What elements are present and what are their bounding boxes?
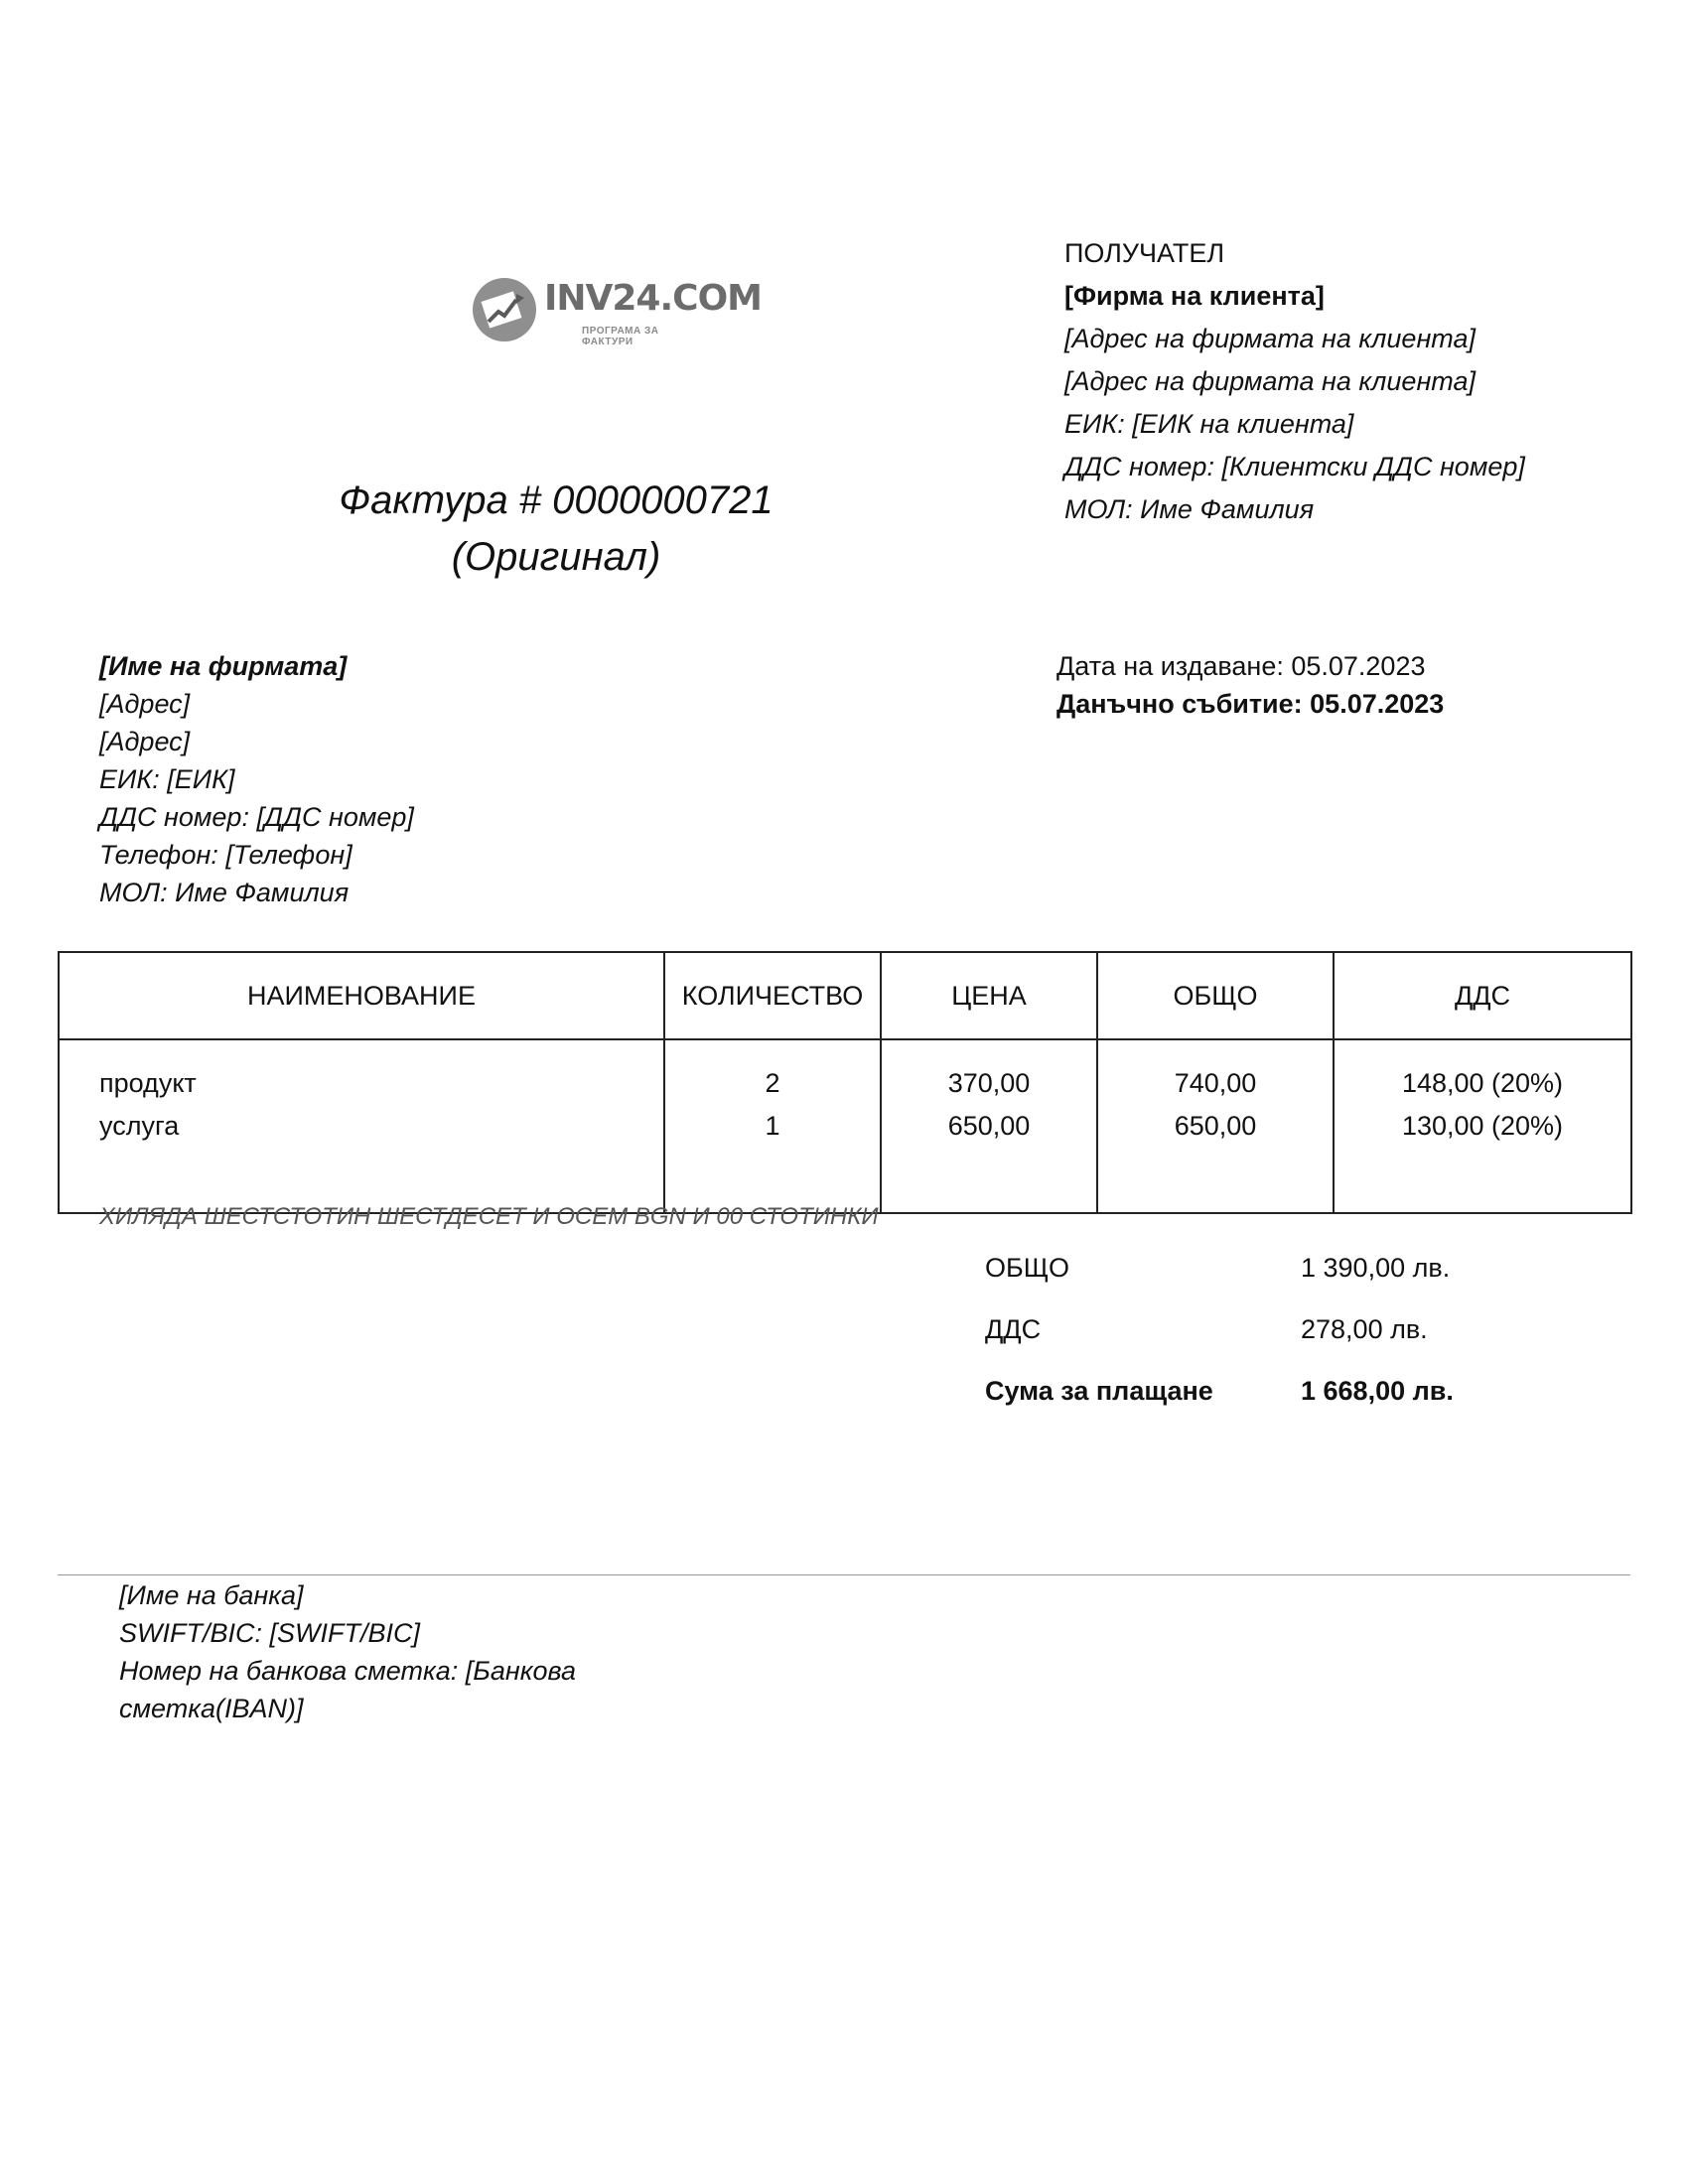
items-name-cell [59,1039,664,1213]
subtotal-label: ОБЩО [985,1253,1070,1283]
logo-brand: INV24.COM [544,278,763,319]
bank-swift: SWIFT/BIC: [SWIFT/BIC] [119,1618,420,1648]
header-name: НАИМЕНОВАНИЕ [59,952,664,1039]
invoice-number: Фактура # 0000000721 [339,478,774,522]
recipient-vat: ДДС номер: [Клиентски ДДС номер] [1064,452,1525,481]
item-total: 740,00 [1174,1068,1257,1098]
table-header-row [59,952,1631,1039]
issuer-block [99,647,414,911]
item-vat: 130,00 (20%) [1401,1111,1564,1141]
item-vat: 148,00 (20%) [1401,1068,1564,1098]
item-qty: 1 [765,1111,780,1141]
header-total: ОБЩО [1097,952,1334,1039]
item-total: 650,00 [1174,1111,1257,1141]
issuer-eik: ЕИК: [ЕИК] [99,764,235,794]
issuer-phone: Телефон: [Телефон] [99,840,352,870]
issuer-company: [Име на фирмата] [99,651,348,681]
item-name: продукт [99,1068,197,1098]
issuer-vat: ДДС номер: [ДДС номер] [99,802,414,832]
amount-in-words: ХИЛЯДА ШЕСТСТОТИН ШЕСТДЕСЕТ И ОСЕМ BGN И 00 СТОТИНКИ [99,1203,879,1230]
logo-tagline: ПРОГРАМА ЗА ФАКТУРИ [582,326,659,347]
vat-value: 278,00 лв. [1301,1314,1428,1344]
vat-label: ДДС [985,1314,1042,1344]
recipient-address-2: [Адрес на фирмата на клиента] [1064,366,1477,396]
subtotal-value: 1 390,00 лв. [1301,1253,1451,1283]
item-price: 650,00 [947,1111,1031,1141]
document-chart-icon [471,276,538,343]
tax-event-date: Данъчно събитие: 05.07.2023 [1056,689,1445,719]
items-price-cell [881,1039,1097,1213]
amount-due-label: Сума за плащане [985,1376,1213,1406]
issue-date: Дата на издаване: 05.07.2023 [1056,651,1426,681]
issuer-mol: МОЛ: Име Фамилия [99,878,350,907]
items-qty-cell [664,1039,881,1213]
bank-name: [Име на банка] [119,1580,304,1610]
invoice-copy-type: (Оригинал) [451,535,661,579]
header-vat: ДДС [1334,952,1631,1039]
item-qty: 2 [765,1068,780,1098]
company-logo [471,270,763,349]
issuer-address-1: [Адрес] [99,689,191,719]
item-name: услуга [99,1111,180,1141]
recipient-address-1: [Адрес на фирмата на клиента] [1064,324,1477,353]
bank-account: Номер на банкова сметка: [Банкова сметка(IBAN)] [119,1656,576,1723]
table-row [59,1039,1631,1213]
recipient-heading: ПОЛУЧАТЕЛ [1064,238,1225,268]
recipient-eik: ЕИК: [ЕИК на клиента] [1064,409,1354,439]
recipient-block [1064,232,1525,531]
header-price: ЦЕНА [881,952,1097,1039]
invoice-title [258,473,854,586]
items-vat-cell [1334,1039,1631,1213]
items-table [58,951,1632,1214]
recipient-mol: МОЛ: Име Фамилия [1064,494,1315,524]
items-total-cell [1097,1039,1334,1213]
dates-block [1056,647,1444,723]
bank-details [119,1576,675,1727]
footer-divider [58,1574,1630,1575]
item-price: 370,00 [947,1068,1031,1098]
header-quantity: КОЛИЧЕСТВО [664,952,881,1039]
issuer-address-2: [Адрес] [99,727,191,756]
recipient-company: [Фирма на клиента] [1064,281,1325,311]
amount-due-value: 1 668,00 лв. [1301,1376,1454,1406]
